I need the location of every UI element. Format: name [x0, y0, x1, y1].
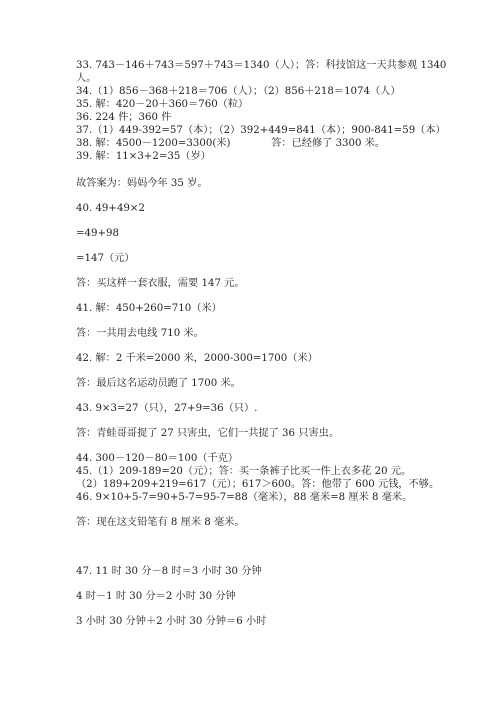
answer-44: 44. 300－120－80＝100（千克）	[76, 453, 239, 464]
answer-42-conclusion: 答：最后这名运动员跑了 1700 米。	[76, 378, 241, 389]
answer-37: 37.（1）449-392=57（本）；（2）392+449=841（本）；900-841=59（本）	[76, 125, 446, 136]
answer-33-line-2: 人。	[76, 73, 97, 84]
answer-47-line-3: 3 小时 30 分钟＋2 小时 30 分钟＝6 小时	[76, 616, 267, 627]
answer-47-line-2: 4 时－1 时 30 分＝2 小时 30 分钟	[76, 591, 236, 602]
answer-45-part-2: （2）189+209+219=617（元）；617＞600。答：他带了 600 元钱，不够。	[76, 479, 440, 490]
answer-40-line-2: =49+98	[76, 228, 119, 239]
answer-45-part-1: 45.（1）209-189=20（元）；答：买一条裤子比买一件上衣多花 20 元。	[76, 466, 412, 477]
answer-35: 35. 解：420－20＋360＝760（粒）	[76, 99, 249, 110]
answer-41: 41. 解：450+260=710（米）	[76, 303, 222, 314]
answer-43-conclusion: 答：青蛙哥哥捉了 27 只害虫，它们一共捉了 36 只害虫。	[76, 428, 340, 439]
answer-34: 34.（1）856－368＋218＝706（人）；（2）856＋218＝1074（人）	[76, 86, 401, 97]
answer-41-conclusion: 答：一共用去电线 710 米。	[76, 328, 204, 339]
answer-42: 42. 解：2 千米=2000 米，2000-300=1700（米）	[76, 353, 318, 364]
answer-40-line-1: 40. 49+49×2	[76, 203, 145, 214]
answer-39: 39. 解：11×3+2=35（岁）	[76, 151, 211, 162]
answer-47-line-1: 47. 11 时 30 分－8 时＝3 小时 30 分钟	[76, 566, 262, 577]
answer-39-conclusion: 故答案为：妈妈今年 35 岁。	[76, 178, 208, 189]
answer-40-conclusion: 答：买这样一套衣服，需要 147 元。	[76, 278, 245, 289]
answer-33-line-1: 33. 743－146＋743＝597＋743＝1340（人）；答：科技馆这一天共参观 1340	[76, 60, 447, 71]
answer-46-conclusion: 答：现在这支铅笔有 8 厘米 8 毫米。	[76, 517, 245, 528]
answer-43: 43. 9×3=27（只），27+9=36（只）.	[76, 403, 258, 414]
answer-36: 36. 224 件；360 件	[76, 112, 172, 123]
answer-40-line-3: =147（元）	[76, 253, 135, 264]
answer-46: 46. 9×10+5-7=90+5-7=95-7=88（毫米），88 毫米=8 厘米 8 毫米。	[76, 492, 413, 503]
answer-38: 38. 解：4500－1200=3300(米) 答：已经修了 3300 米。	[76, 138, 386, 149]
